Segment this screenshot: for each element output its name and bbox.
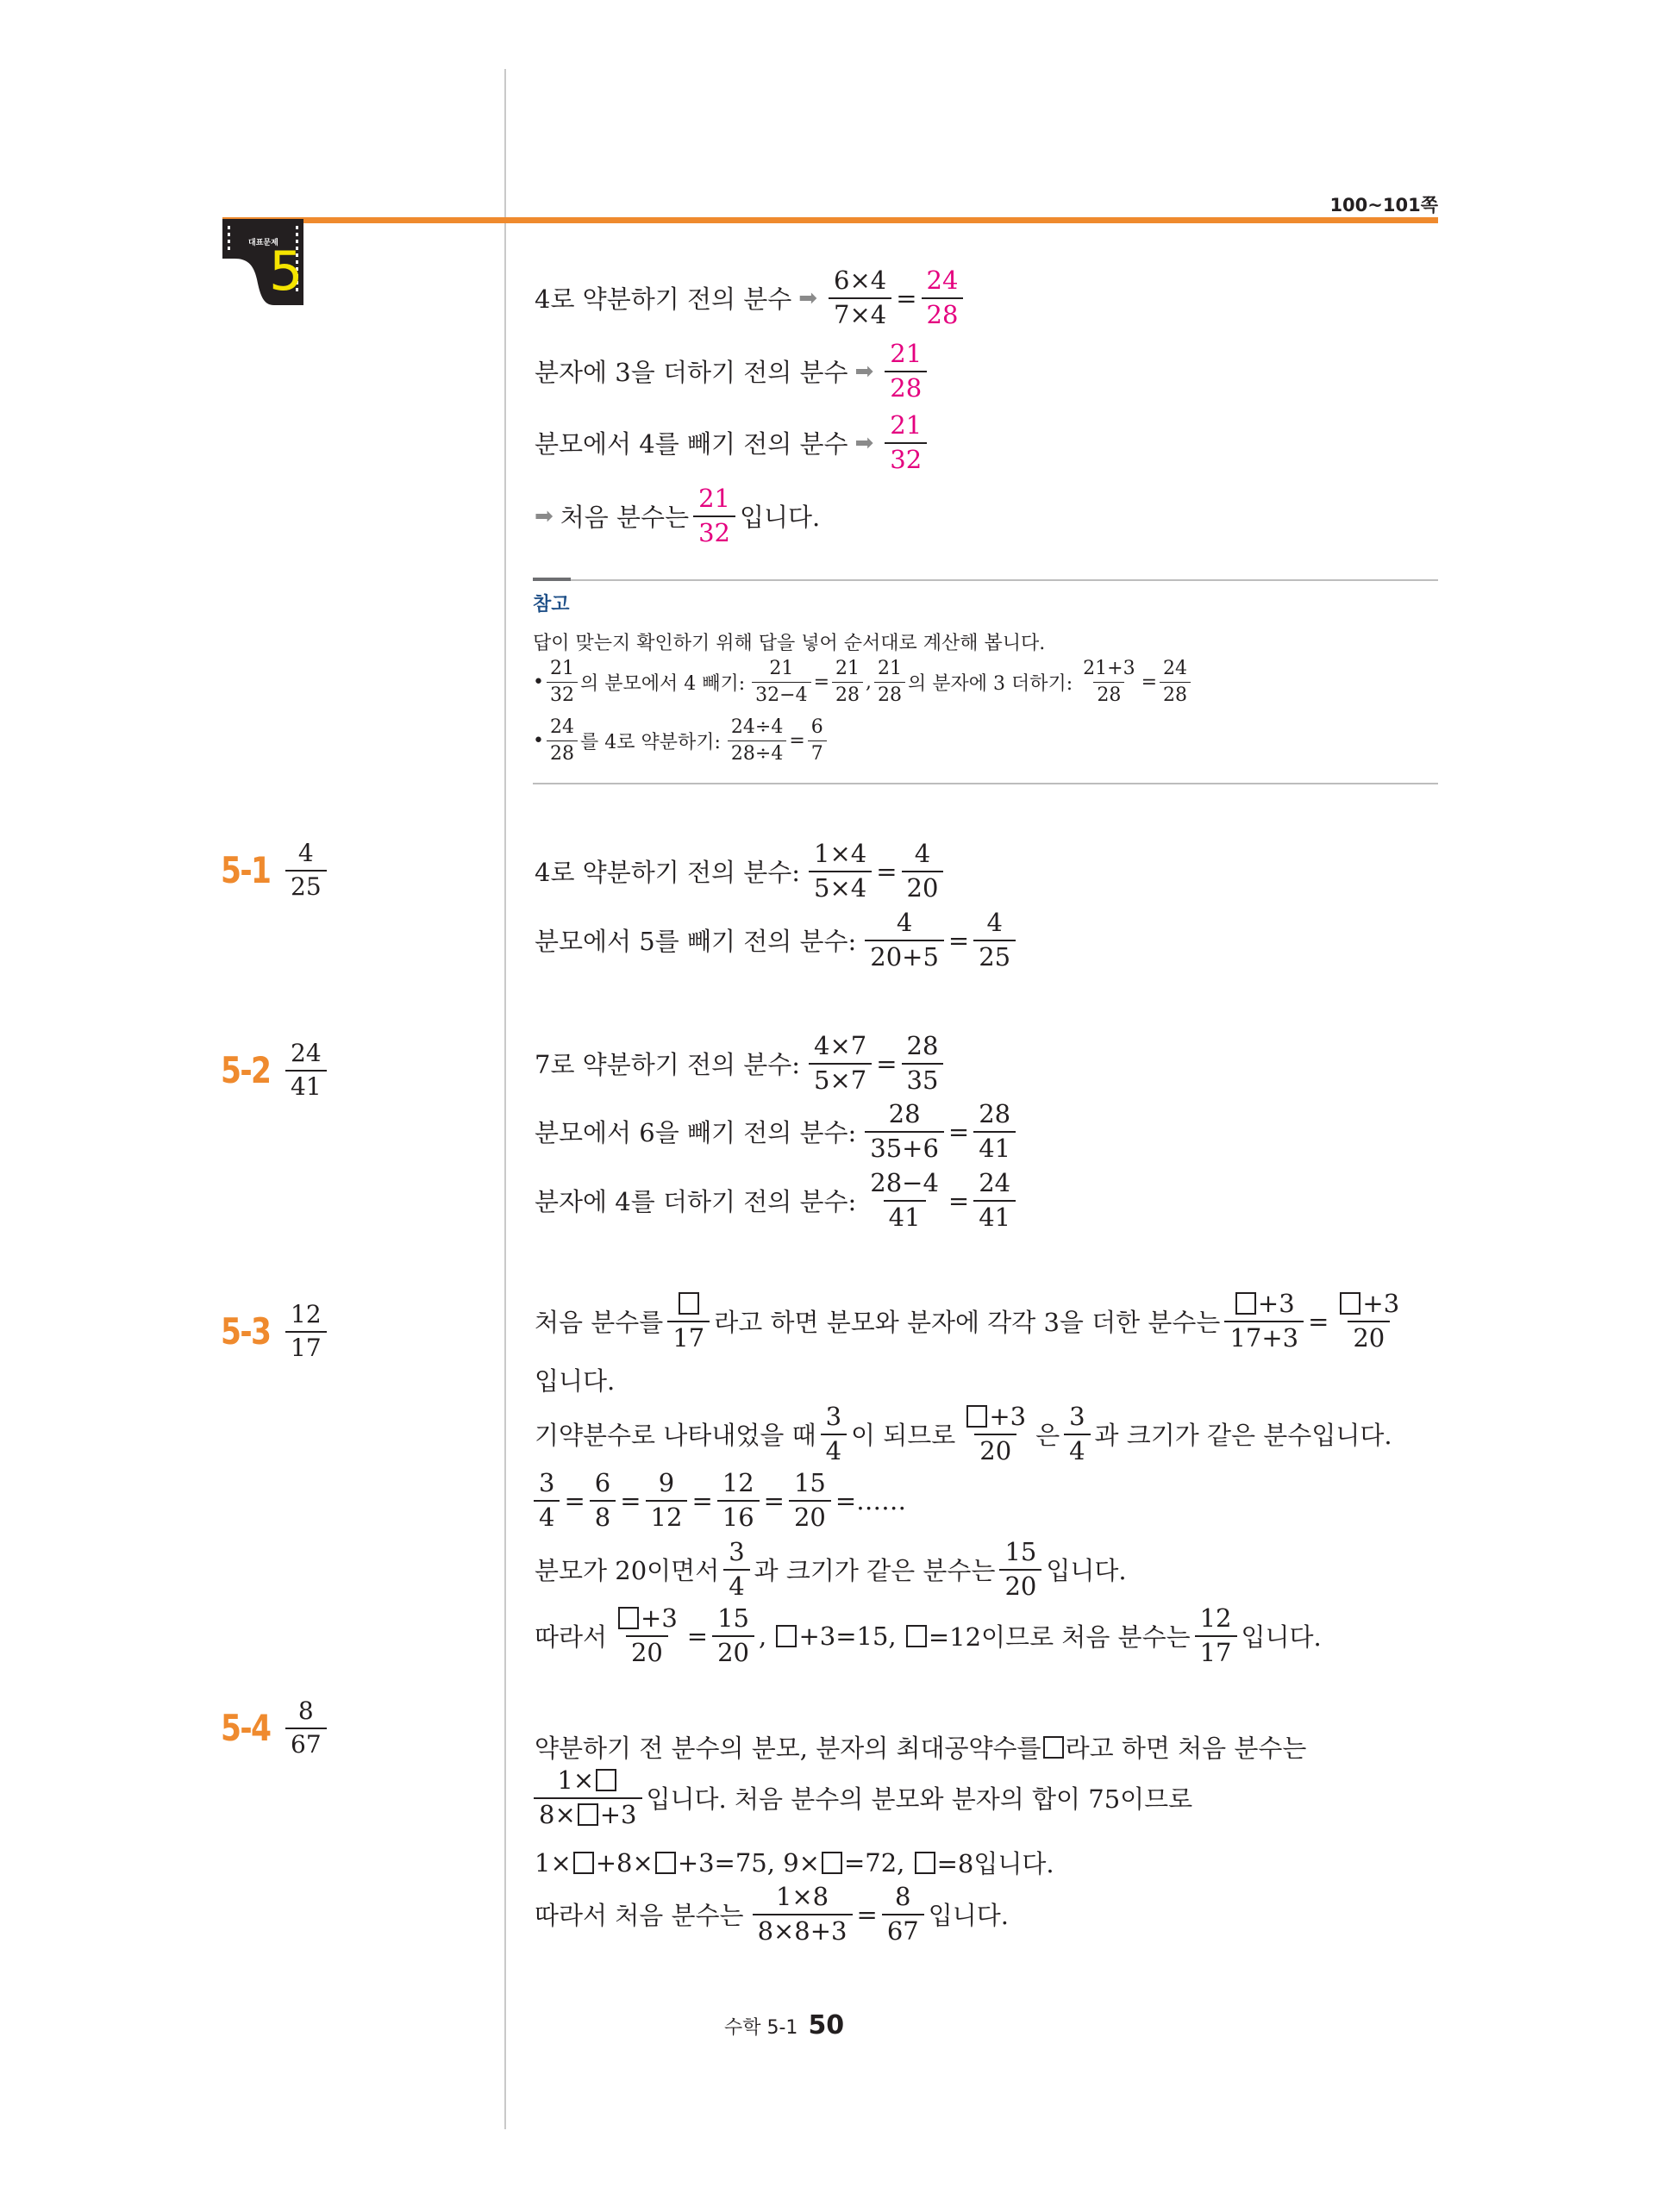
arrow-right-icon: ➡ [798,284,818,311]
reference-intro: 답이 맞는지 확인하기 위해 답을 넣어 순서대로 계산해 봅니다. [533,633,1046,654]
sol1-line-a: 4로 약분하기 전의 분수: $\frac{1\times 4}{5\times 4}$ = $\frac{4}{20}$ [535,840,948,903]
line-text: 4로 약분하기 전의 분수 [535,284,792,315]
sol3-line-a: 처음 분수를 17 라고 하면 분모와 분자에 각각 3을 더한 분수는 $\frac{+3}{17+3}$ = $\frac{+3}{20}$ [535,1289,1400,1353]
column-divider [504,69,506,2129]
badge-number: 5 [269,240,303,303]
sol4-line-a: 약분하기 전 분수의 분모, 분자의 최대공약수를 라고 하면 처음 분수는 [535,1734,1307,1763]
sol4-line-c: 1× +8× +3=75, 9× =72, =8입니다. [535,1847,1054,1878]
page-footer [724,2010,844,2040]
sol4-line-b: $\frac{1\times}{8\times +3}$ 입니다. 처음 분수의 분모와 분자의 합이 75이므로 [529,1767,1192,1829]
sol4-line-d: 따라서 처음 분수는 $\frac{1\times 8}{8\times 8+3}$ = $\frac{8}{67}$ 입니다. [535,1882,1009,1946]
sol3-line-f: 따라서 $\frac{+3}{20}$ = $\frac{15}{20}$ , +3=15, =12이므로 처음 분수는 $\frac{12}{17}$ 입니다. [535,1603,1322,1667]
answer-fraction: $\frac{24}{28}$ [922,267,964,329]
reference-bullet-1: • $\frac{21}{32}$ 의 분모에서 4 빼기: $\frac{21}{32-4}$ = $\frac{21}{28}$ , $\frac{21}{28}$ 의 분자에 3 더하기: $\frac{21+3}{28}$ = $\frac{24}{28}$ [533,659,1193,706]
main-line-4: ➡ 처음 분수는 $\frac{21}{32}$ 입니다. [535,484,821,547]
page-number: 50 [808,2010,845,2040]
main-line-3: 분모에서 4를 빼기 전의 분수 ➡ $\frac{21}{32}$ [535,412,931,474]
reference-box [533,579,1438,784]
arrow-right-icon: ➡ [854,358,874,384]
sol3-line-c: 기약분수로 나타내었을 때 $\frac{3}{4}$ 이 되므로 $\frac{+3}{20}$ 은 $\frac{3}{4}$ 과 크기가 같은 분수입니다. [535,1402,1392,1465]
sol3-line-e: 분모가 20이면서 $\frac{3}{4}$ 과 크기가 같은 분수는 $\frac{15}{20}$ 입니다. [535,1537,1127,1601]
answer-fraction: $\frac{21}{28}$ [885,341,927,403]
sol1-line-b: 분모에서 5를 빼기 전의 분수: $\frac{4}{20+5}$ = $\frac{4}{25}$ [535,909,1020,972]
reference-title: 참고 [533,593,570,615]
footer-subject: 수학 5-1 [724,2017,798,2039]
answer-5-3: 5-3 $\frac{12}{17}$ [221,1302,331,1362]
sol2-line-b: 분모에서 6을 빼기 전의 분수: $\frac{28}{35+6}$ = $\frac{28}{41}$ [535,1101,1020,1163]
page-reference: 100~101쪽 [1329,195,1438,216]
sol2-line-a: 7로 약분하기 전의 분수: $\frac{4\times 7}{5\times 7}$ = $\frac{28}{35}$ [535,1033,948,1095]
header-rule [222,217,1438,223]
reference-bullet-2: • $\frac{24}{28}$ 를 4로 약분하기: $\frac{24\div 4}{28\div 4}$ = $\frac{6}{7}$ [533,717,829,765]
arrow-right-icon: ➡ [854,429,874,456]
sol3-line-d: $\frac{3}{4}$ = $\frac{6}{8}$ = $\frac{9}{12}$ = $\frac{12}{16}$ = $\frac{15}{20}$ =…… [529,1470,906,1532]
fraction: $\frac{6\times 4}{7\times 4}$ [829,267,891,329]
main-line-2: 분자에 3을 더하기 전의 분수 ➡ $\frac{21}{28}$ [535,341,931,403]
sol3-line-b: 입니다. [535,1366,616,1396]
answer-fraction: $\frac{21}{32}$ [885,412,927,474]
answer-5-4: 5-4 $\frac{8}{67}$ [221,1698,331,1759]
sol2-line-c: 분자에 4를 더하기 전의 분수: $\frac{28-4}{41}$ = $\frac{24}{41}$ [535,1170,1020,1232]
arrow-right-icon: ➡ [535,503,554,529]
main-line-1: 4로 약분하기 전의 분수 ➡ $\frac{6\times 4}{7\times 4}$ = $\frac{24}{28}$ [535,267,967,329]
answer-5-1: 5-1 $\frac{4}{25}$ [221,840,331,901]
answer-5-2: 5-2 $\frac{24}{41}$ [221,1040,331,1101]
badge-small-label: 대표문제 [248,239,278,247]
answer-fraction: $\frac{21}{32}$ [693,485,735,547]
problem-badge [222,219,309,305]
